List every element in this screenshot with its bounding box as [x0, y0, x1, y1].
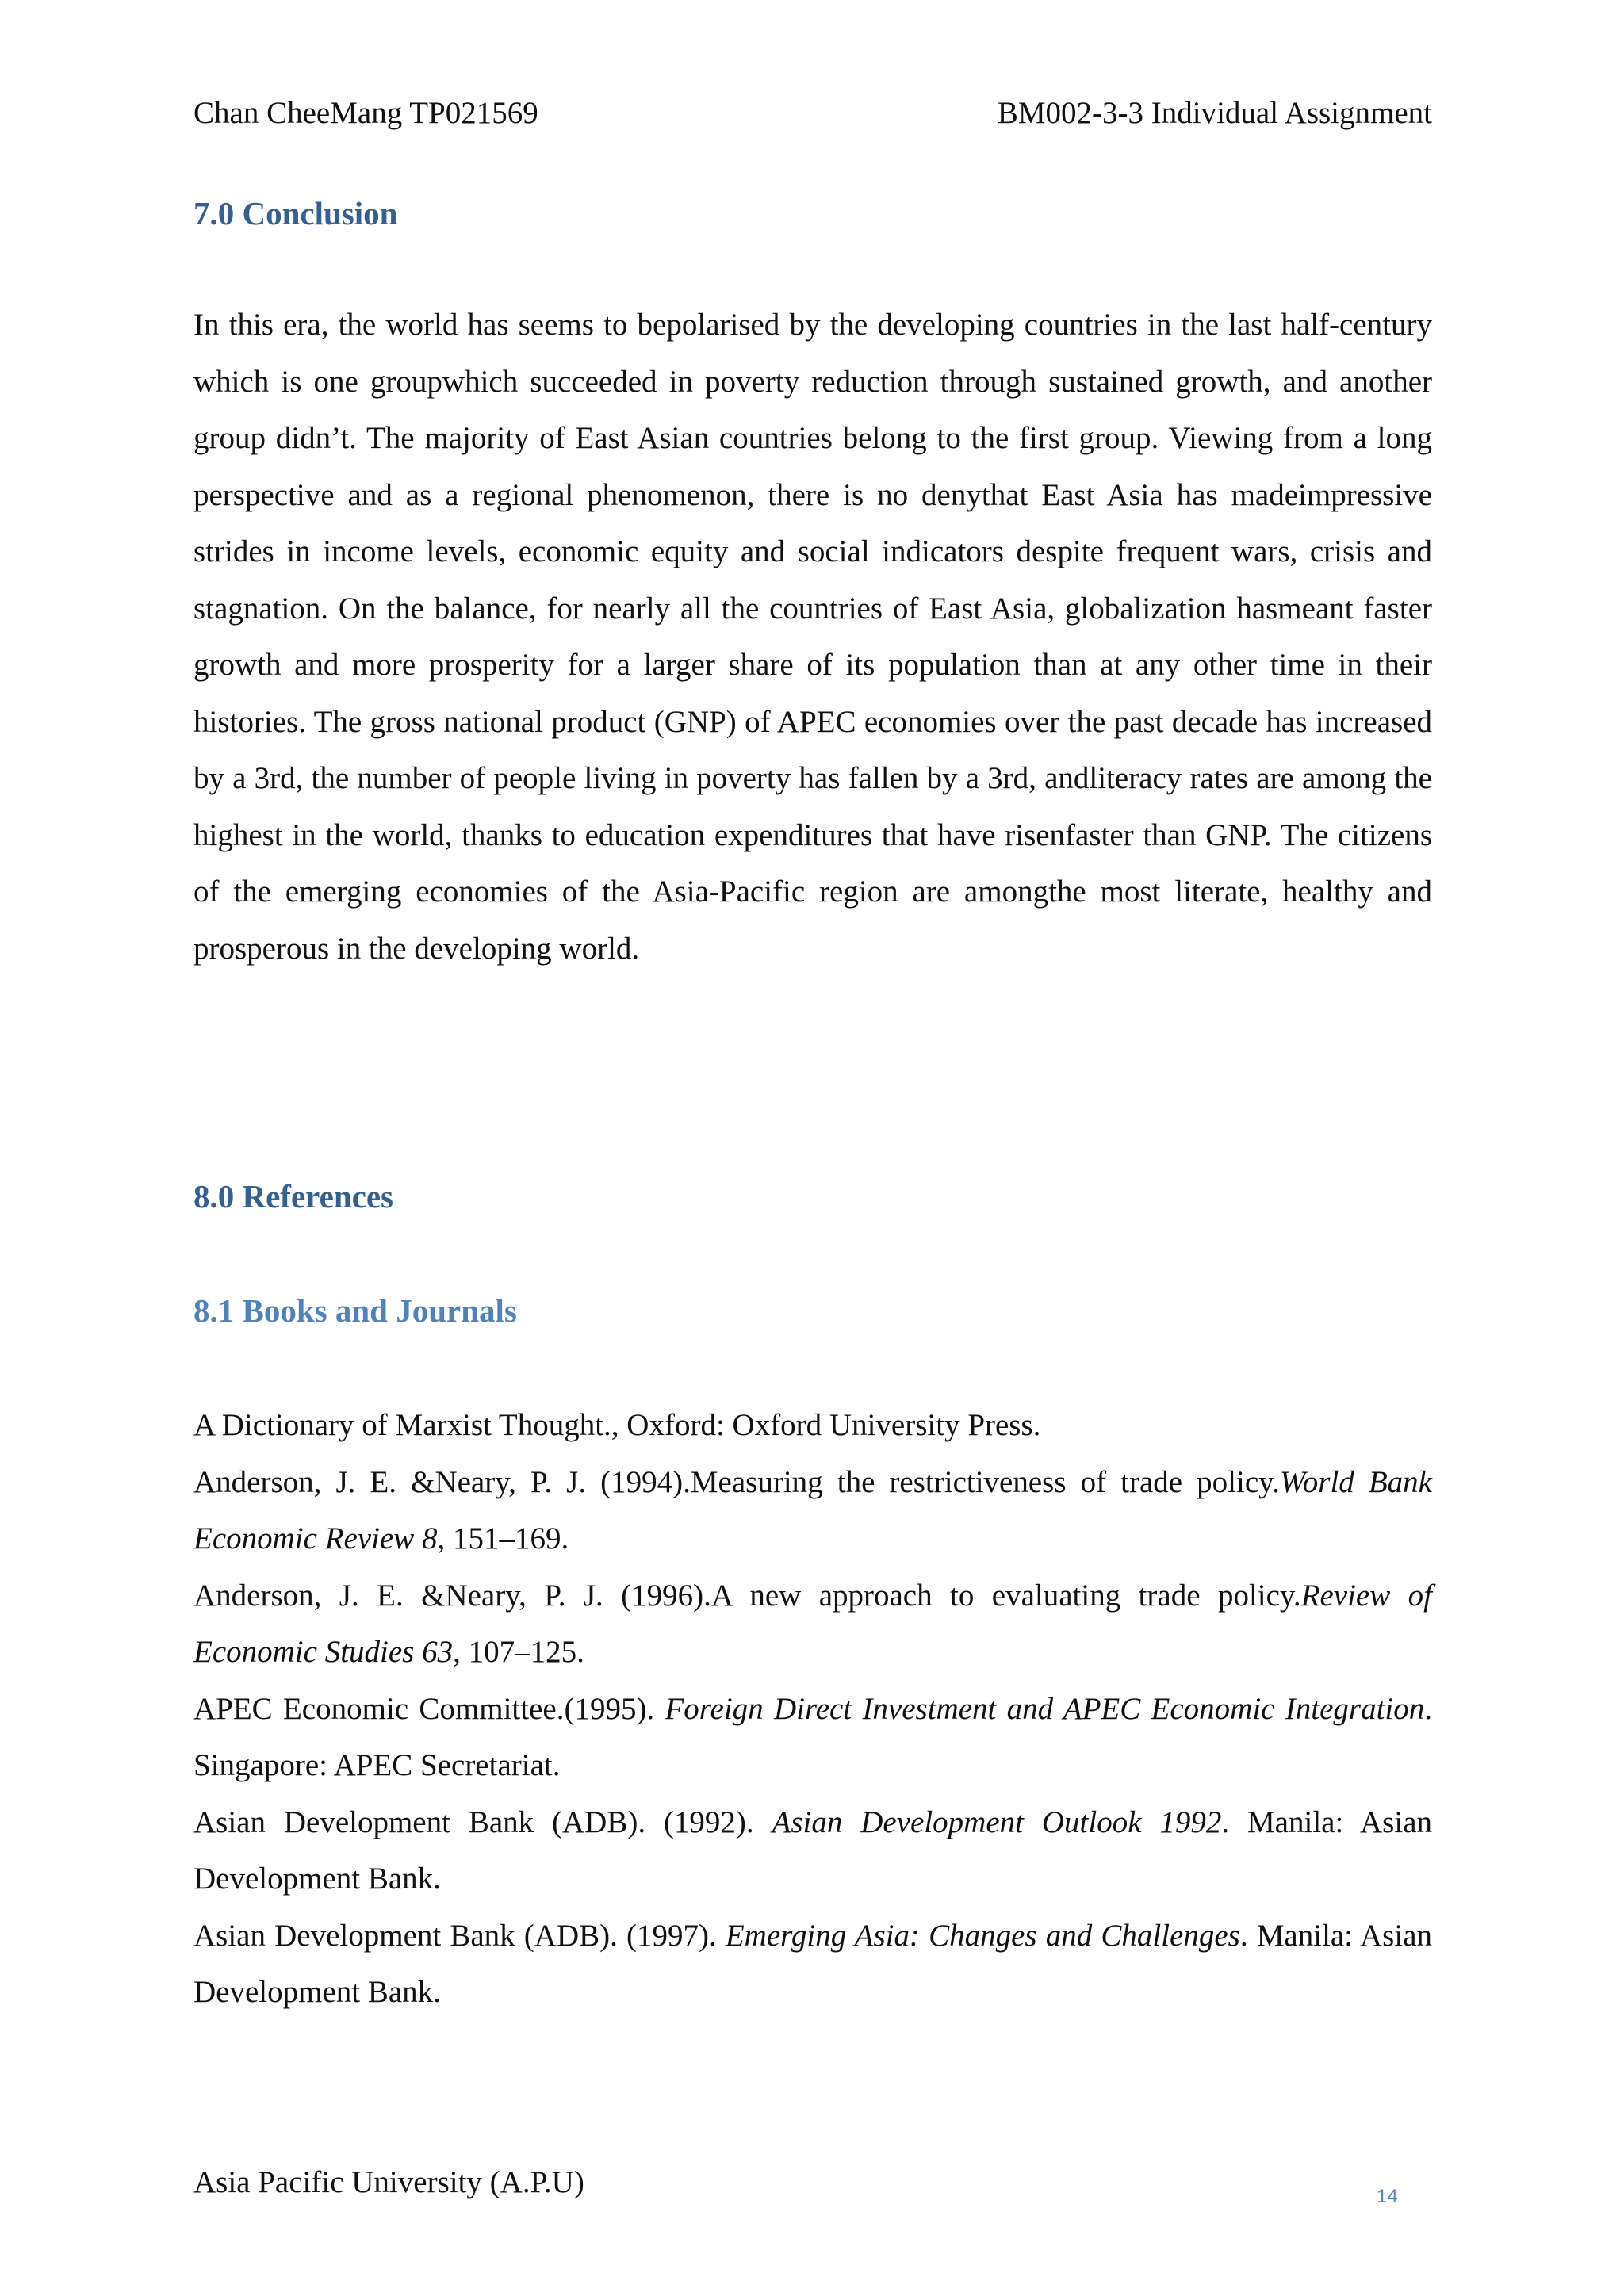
reference-text: Anderson, J. E. &Neary, P. J. (1996).A new approach to evaluating trade policy. — [193, 1578, 1301, 1613]
references-heading: 8.0 References — [193, 1178, 393, 1215]
reference-text: . Singapore: APEC Secretariat. — [193, 1691, 1432, 1782]
reference-text: A Dictionary of Marxist Thought., Oxford: Oxford University Press. — [193, 1408, 1041, 1442]
page-number: 14 — [1377, 2186, 1398, 2207]
reference-text: Anderson, J. E. &Neary, P. J. (1994).Measuring the restrictiveness of trade policy. — [193, 1464, 1280, 1499]
books-journals-subheading: 8.1 Books and Journals — [193, 1292, 517, 1329]
conclusion-paragraph: In this era, the world has seems to bepolarised by the developing countries in the last half-century which is one groupwhich succeeded in poverty reduction through sustained growth, and another group didn’t. The majority of East Asian countries belong to the first group. Viewing from a long perspective and as a regional phenomenon, there is no denythat East Asia has madeimpressive strides in income levels, economic equity and social indicators despite frequent wars, crisis and stagnation. On the balance, for nearly all the countries of East Asia, globalization hasmeant faster growth and more prosperity for a larger share of its population than at any other time in their histories. The gross national product (GNP) of APEC economies over the past decade has increased by a 3rd, the number of people living in poverty has fallen by a 3rd, andliteracy rates are among the highest in the world, thanks to education expenditures that have risenfaster than GNP. The citizens of the emerging economies of the Asia-Pacific region are amongthe most literate, healthy and prosperous in the developing world. — [193, 308, 1432, 966]
footer-university: Asia Pacific University (A.P.U) — [193, 2165, 584, 2199]
reference-item — [193, 1908, 1432, 2021]
reference-text: Asian Development Bank (ADB). (1992). — [193, 1804, 772, 1839]
reference-text: . Manila: Asian Development Bank. — [193, 1804, 1432, 1896]
reference-text: APEC Economic Committee.(1995). — [193, 1691, 665, 1726]
reference-item — [193, 1567, 1432, 1681]
reference-item — [193, 1794, 1432, 1908]
conclusion-heading: 7.0 Conclusion — [193, 195, 398, 232]
reference-item — [193, 1454, 1432, 1567]
reference-item — [193, 1681, 1432, 1794]
reference-source-title: Emerging Asia: Changes and Challenges — [725, 1918, 1240, 1953]
reference-source-title: World Bank Economic Review 8 — [193, 1464, 1432, 1556]
header-assignment-title: BM002-3-3 Individual Assignment — [997, 96, 1432, 130]
reference-list — [193, 1397, 1432, 2021]
reference-source-title: Asian Development Outlook 1992 — [772, 1804, 1222, 1839]
reference-text: , 107–125. — [453, 1635, 584, 1669]
reference-source-title: Review of Economic Studies 63 — [193, 1578, 1432, 1669]
reference-source-title: Foreign Direct Investment and APEC Economic Integration — [665, 1691, 1425, 1726]
reference-text: , 151–169. — [437, 1521, 569, 1556]
reference-text: . Manila: Asian Development Bank. — [193, 1918, 1433, 2009]
reference-text: Asian Development Bank (ADB). (1997). — [193, 1918, 726, 1953]
header-author-id: Chan CheeMang TP021569 — [193, 96, 538, 130]
reference-item — [193, 1397, 1432, 1454]
